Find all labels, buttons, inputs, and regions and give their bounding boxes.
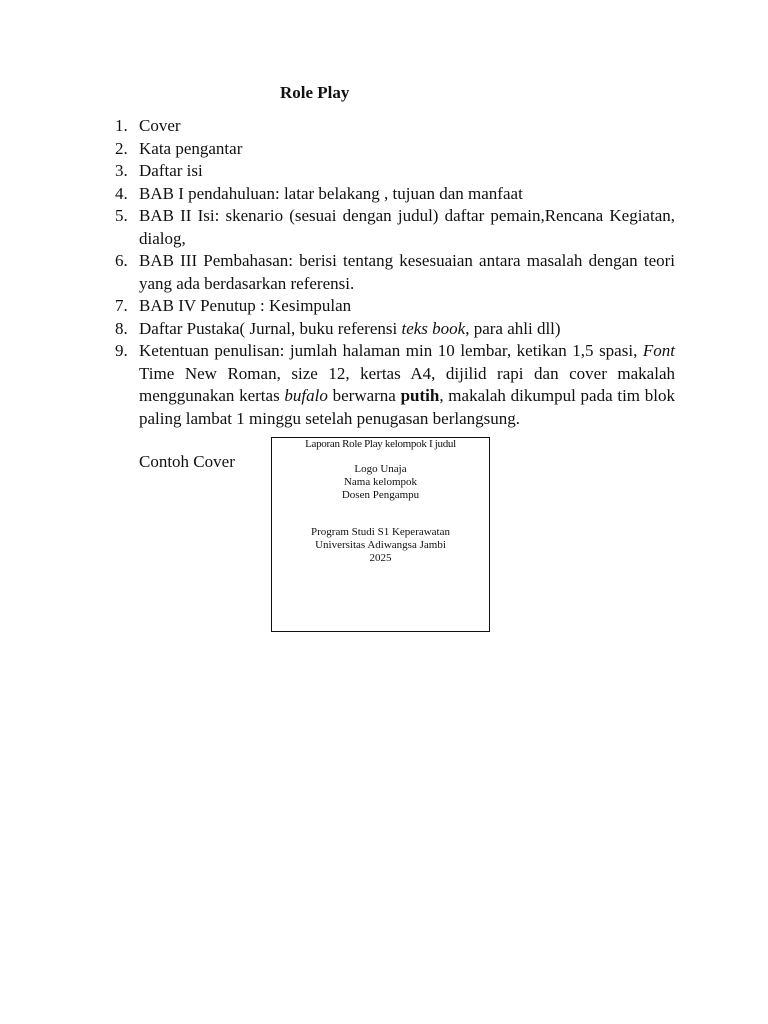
italic-text: bufalo (284, 386, 328, 405)
list-item (110, 295, 675, 318)
list-item-text: Daftar isi (139, 161, 203, 180)
text-run: Time New Roman, size 12, kertas A4, dijilid rapi dan cover makalah menggunakan kertas (139, 363, 675, 405)
list-item (110, 318, 675, 341)
italic-text: teks book (401, 318, 466, 338)
list-item (110, 138, 675, 161)
list-item-text: BAB IV Penutup : Kesimpulan (139, 296, 352, 315)
cover-university-line: Universitas Adiwangsa Jambi (315, 539, 446, 551)
list-item-number: 7. (115, 296, 128, 315)
text-run: , makalah dikumpul pada tim blok paling lambat 1 minggu setelah penugasan berlangsung. (139, 386, 675, 428)
list-item-text: BAB I pendahuluan: latar belakang , tujuan dan manfaat (139, 183, 523, 203)
cover-year-line: 2025 (369, 552, 392, 564)
page-title: Role Play (280, 83, 350, 102)
list-item-text (139, 319, 561, 338)
italic-text: Font (642, 341, 675, 360)
list-item-number: 6. (115, 251, 128, 270)
text-run: Ketentuan penulisan: jumlah halaman min 10 lembar, ketikan 1,5 spasi, (139, 341, 643, 360)
cover-example-label: Contoh Cover (139, 452, 235, 471)
cover-title-line: Laporan Role Play kelompok I judul (305, 438, 456, 450)
list-item-text (139, 341, 675, 428)
list-item-number: 4. (115, 183, 128, 203)
text-run: berwarna (327, 386, 401, 405)
cover-logo-line: Logo Unaja (354, 463, 407, 475)
requirements-list (110, 115, 675, 430)
cover-lecturer-line: Dosen Pengampu (341, 489, 420, 501)
list-item (110, 250, 675, 295)
list-item-number: 2. (115, 138, 128, 158)
list-item-text: BAB II Isi: skenario (sesuai dengan judul) daftar pemain,Rencana Kegiatan, dialog, (139, 206, 675, 248)
list-item-number: 5. (115, 206, 128, 225)
list-item-number: 3. (115, 161, 128, 180)
list-item-text: BAB III Pembahasan: berisi tentang kesesuaian antara masalah dengan teori yang ada berdasarkan referensi. (139, 251, 675, 293)
cover-example-box (271, 437, 490, 632)
bold-text: putih (400, 386, 440, 405)
list-item-number: 9. (115, 341, 128, 360)
text-run: Daftar Pustaka( Jurnal, buku referensi (139, 318, 402, 338)
text-run: , para ahli dll) (465, 318, 561, 338)
list-item-text: Cover (139, 116, 181, 135)
list-item (110, 160, 675, 183)
list-item (110, 205, 675, 250)
list-item-text: Kata pengantar (139, 138, 243, 158)
cover-program-line: Program Studi S1 Keperawatan (311, 526, 450, 538)
list-item-number: 8. (115, 318, 128, 338)
list-item (110, 183, 675, 206)
cover-group-name-line: Nama kelompok (343, 476, 417, 488)
list-item-number: 1. (115, 116, 128, 135)
list-item (110, 115, 675, 138)
list-item (110, 340, 675, 430)
